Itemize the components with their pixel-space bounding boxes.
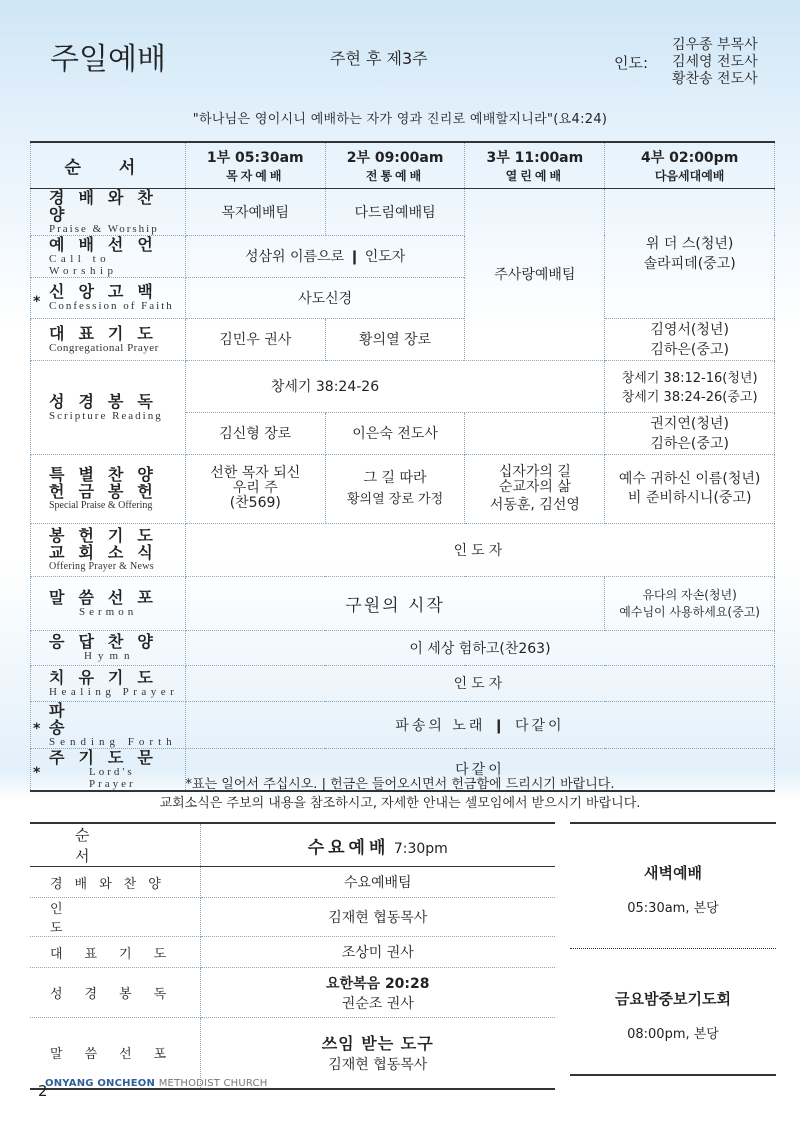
row-sermon: 말씀선포 Sermon 구원의 시작 유다의 자손(청년) 예수님이 사용하세요(중고) xyxy=(31,576,775,630)
scripture-quote: "하나님은 영이시니 예배하는 자가 영과 진리로 예배할지니라"(요4:24) xyxy=(192,112,608,127)
praise-3: 주사랑예배팀 xyxy=(465,188,605,360)
wednesday-order-table xyxy=(30,822,555,1090)
wed-row: 인도 김재현 협동목사 xyxy=(30,898,555,937)
row-praise: 경배와찬양 Praise & Worship 목자예배팀 다드림예배팀 주사랑예배팀 위 더 스(청년) 솔라피데(중고) xyxy=(31,188,775,235)
special-4: 예수 귀하신 이름(청년) 비 준비하시니(중고) xyxy=(605,454,775,523)
reader-1: 김신형 장로 xyxy=(185,412,325,454)
offering-prayer-value: 인도자 xyxy=(185,523,774,576)
church-logo: ONYANG ONCHEON METHODIST CHURCH xyxy=(45,1078,268,1089)
scripture-text-4: 창세기 38:12-16(청년) 창세기 38:24-26(중고) xyxy=(605,360,775,412)
sunday-order-table xyxy=(30,141,775,792)
row-special: 특별찬양 헌금봉헌 Special Praise & Offering 선한 목자 되신 우리 주 (찬569) 그 길 따라 황의열 장로 가정 십자가의 길 순교자의 삶 서동훈, 김선영 예수 귀하신 이름(청년) 비 준비하시니(중고) xyxy=(31,454,775,523)
prayer-2: 황의열 장로 xyxy=(325,318,465,360)
row-healing: 치유기도 Healing Prayer 인도자 xyxy=(31,665,775,701)
special-3: 십자가의 길 순교자의 삶 서동훈, 김선영 xyxy=(465,454,605,523)
special-1: 선한 목자 되신 우리 주 (찬569) xyxy=(185,454,325,523)
sermon-title: 구원의 시작 xyxy=(185,576,604,630)
row-call: 예배선언 Call to Worship 성삼위 이름으로 ❙ 인도자 xyxy=(31,235,775,277)
other-services-box xyxy=(570,822,776,1076)
wed-header-row xyxy=(30,823,555,867)
wed-row: 대표기도 조상미 권사 xyxy=(30,937,555,968)
sermon-4: 유다의 자손(청년) 예수님이 사용하세요(중고) xyxy=(605,576,775,630)
healing-value: 인도자 xyxy=(185,665,774,701)
praise-1: 목자예배팀 xyxy=(185,188,325,235)
notice-line: *표는 일어서 주십시오. | 헌금은 들어오시면서 헌금함에 드리시기 바랍니다. xyxy=(185,777,615,792)
header-row xyxy=(31,142,775,188)
col-order: 순 서 xyxy=(31,142,186,188)
special-2: 그 길 따라 황의열 장로 가정 xyxy=(325,454,465,523)
col-service-2: 2부 09:00am 전통예배 xyxy=(325,142,465,188)
wed-row: 말씀선포 쓰임 받는 도구 김재현 협동목사 xyxy=(30,1018,555,1089)
leader-name: 김우종 부목사 xyxy=(672,37,758,53)
wed-col-order: 순 서 xyxy=(30,823,200,867)
leader-name: 김세영 전도사 xyxy=(672,54,758,70)
reader-2: 이은숙 전도사 xyxy=(325,412,465,454)
row-response: 응답찬양 Hymn 이 세상 험하고(찬263) xyxy=(31,630,775,665)
row-offering-prayer: 봉헌기도 교회소식 Offering Prayer & News 인도자 xyxy=(31,523,775,576)
lords-value: 다같이 xyxy=(185,748,774,791)
leader-name: 황찬송 전도사 xyxy=(672,71,758,87)
row-confession: * 신앙고백 Confession of Faith 사도신경 xyxy=(31,277,775,318)
confession-value: 사도신경 xyxy=(185,277,465,318)
praise-2: 다드림예배팀 xyxy=(325,188,465,235)
call-value: 성삼위 이름으로 ❙ 인도자 xyxy=(185,235,465,277)
leader-label: 인도: xyxy=(614,54,649,72)
row-lords-prayer: * 주기도문 Lord's Prayer 다같이 xyxy=(31,748,775,791)
reader-4: 권지연(청년) 김하은(중고) xyxy=(605,412,775,454)
col-service-1: 1부 05:30am 목자예배 xyxy=(185,142,325,188)
prayer-4: 김영서(청년) 김하은(중고) xyxy=(605,318,775,360)
page-number: 2 xyxy=(38,1082,48,1100)
friday-service-title: 금요밤중보기도회 xyxy=(615,990,731,1008)
wed-col-title: 수요예배 7:30pm xyxy=(200,823,555,867)
divider xyxy=(570,948,776,949)
scripture-text: 창세기 38:24-26 xyxy=(185,360,604,412)
reader-3 xyxy=(465,412,605,454)
dawn-service-title: 새벽예배 xyxy=(644,864,702,882)
wed-row: 경배와찬양 수요예배팀 xyxy=(30,867,555,898)
row-sending: * 파송 Sending Forth 파송의 노래 ❙ 다같이 xyxy=(31,701,775,748)
response-value: 이 세상 험하고(찬263) xyxy=(185,630,774,665)
row-prayer: 대표기도 Congregational Prayer 김민우 권사 황의열 장로 김영서(청년) 김하은(중고) xyxy=(31,318,775,360)
wed-row: 성경봉독 요한복음 20:28 권순조 권사 xyxy=(30,968,555,1018)
row-scripture: 성경봉독 Scripture Reading 창세기 38:24-26 창세기 38:12-16(청년) 창세기 38:24-26(중고) xyxy=(31,360,775,412)
praise-4: 위 더 스(청년) 솔라피데(중고) xyxy=(605,188,775,318)
notice-line: 교회소식은 주보의 내용을 참조하시고, 자세한 안내는 셀모임에서 받으시기 바랍니다. xyxy=(159,796,641,811)
service-subtitle: 주현 후 제3주 xyxy=(330,49,428,68)
col-service-3: 3부 11:00am 열린예배 xyxy=(465,142,605,188)
dawn-service-time: 05:30am, 본당 xyxy=(627,901,719,916)
sending-value: 파송의 노래 ❙ 다같이 xyxy=(185,701,774,748)
prayer-1: 김민우 권사 xyxy=(185,318,325,360)
col-service-4: 4부 02:00pm 다음세대예배 xyxy=(605,142,775,188)
friday-service-time: 08:00pm, 본당 xyxy=(627,1027,719,1042)
page-title: 주일예배 xyxy=(50,42,166,77)
